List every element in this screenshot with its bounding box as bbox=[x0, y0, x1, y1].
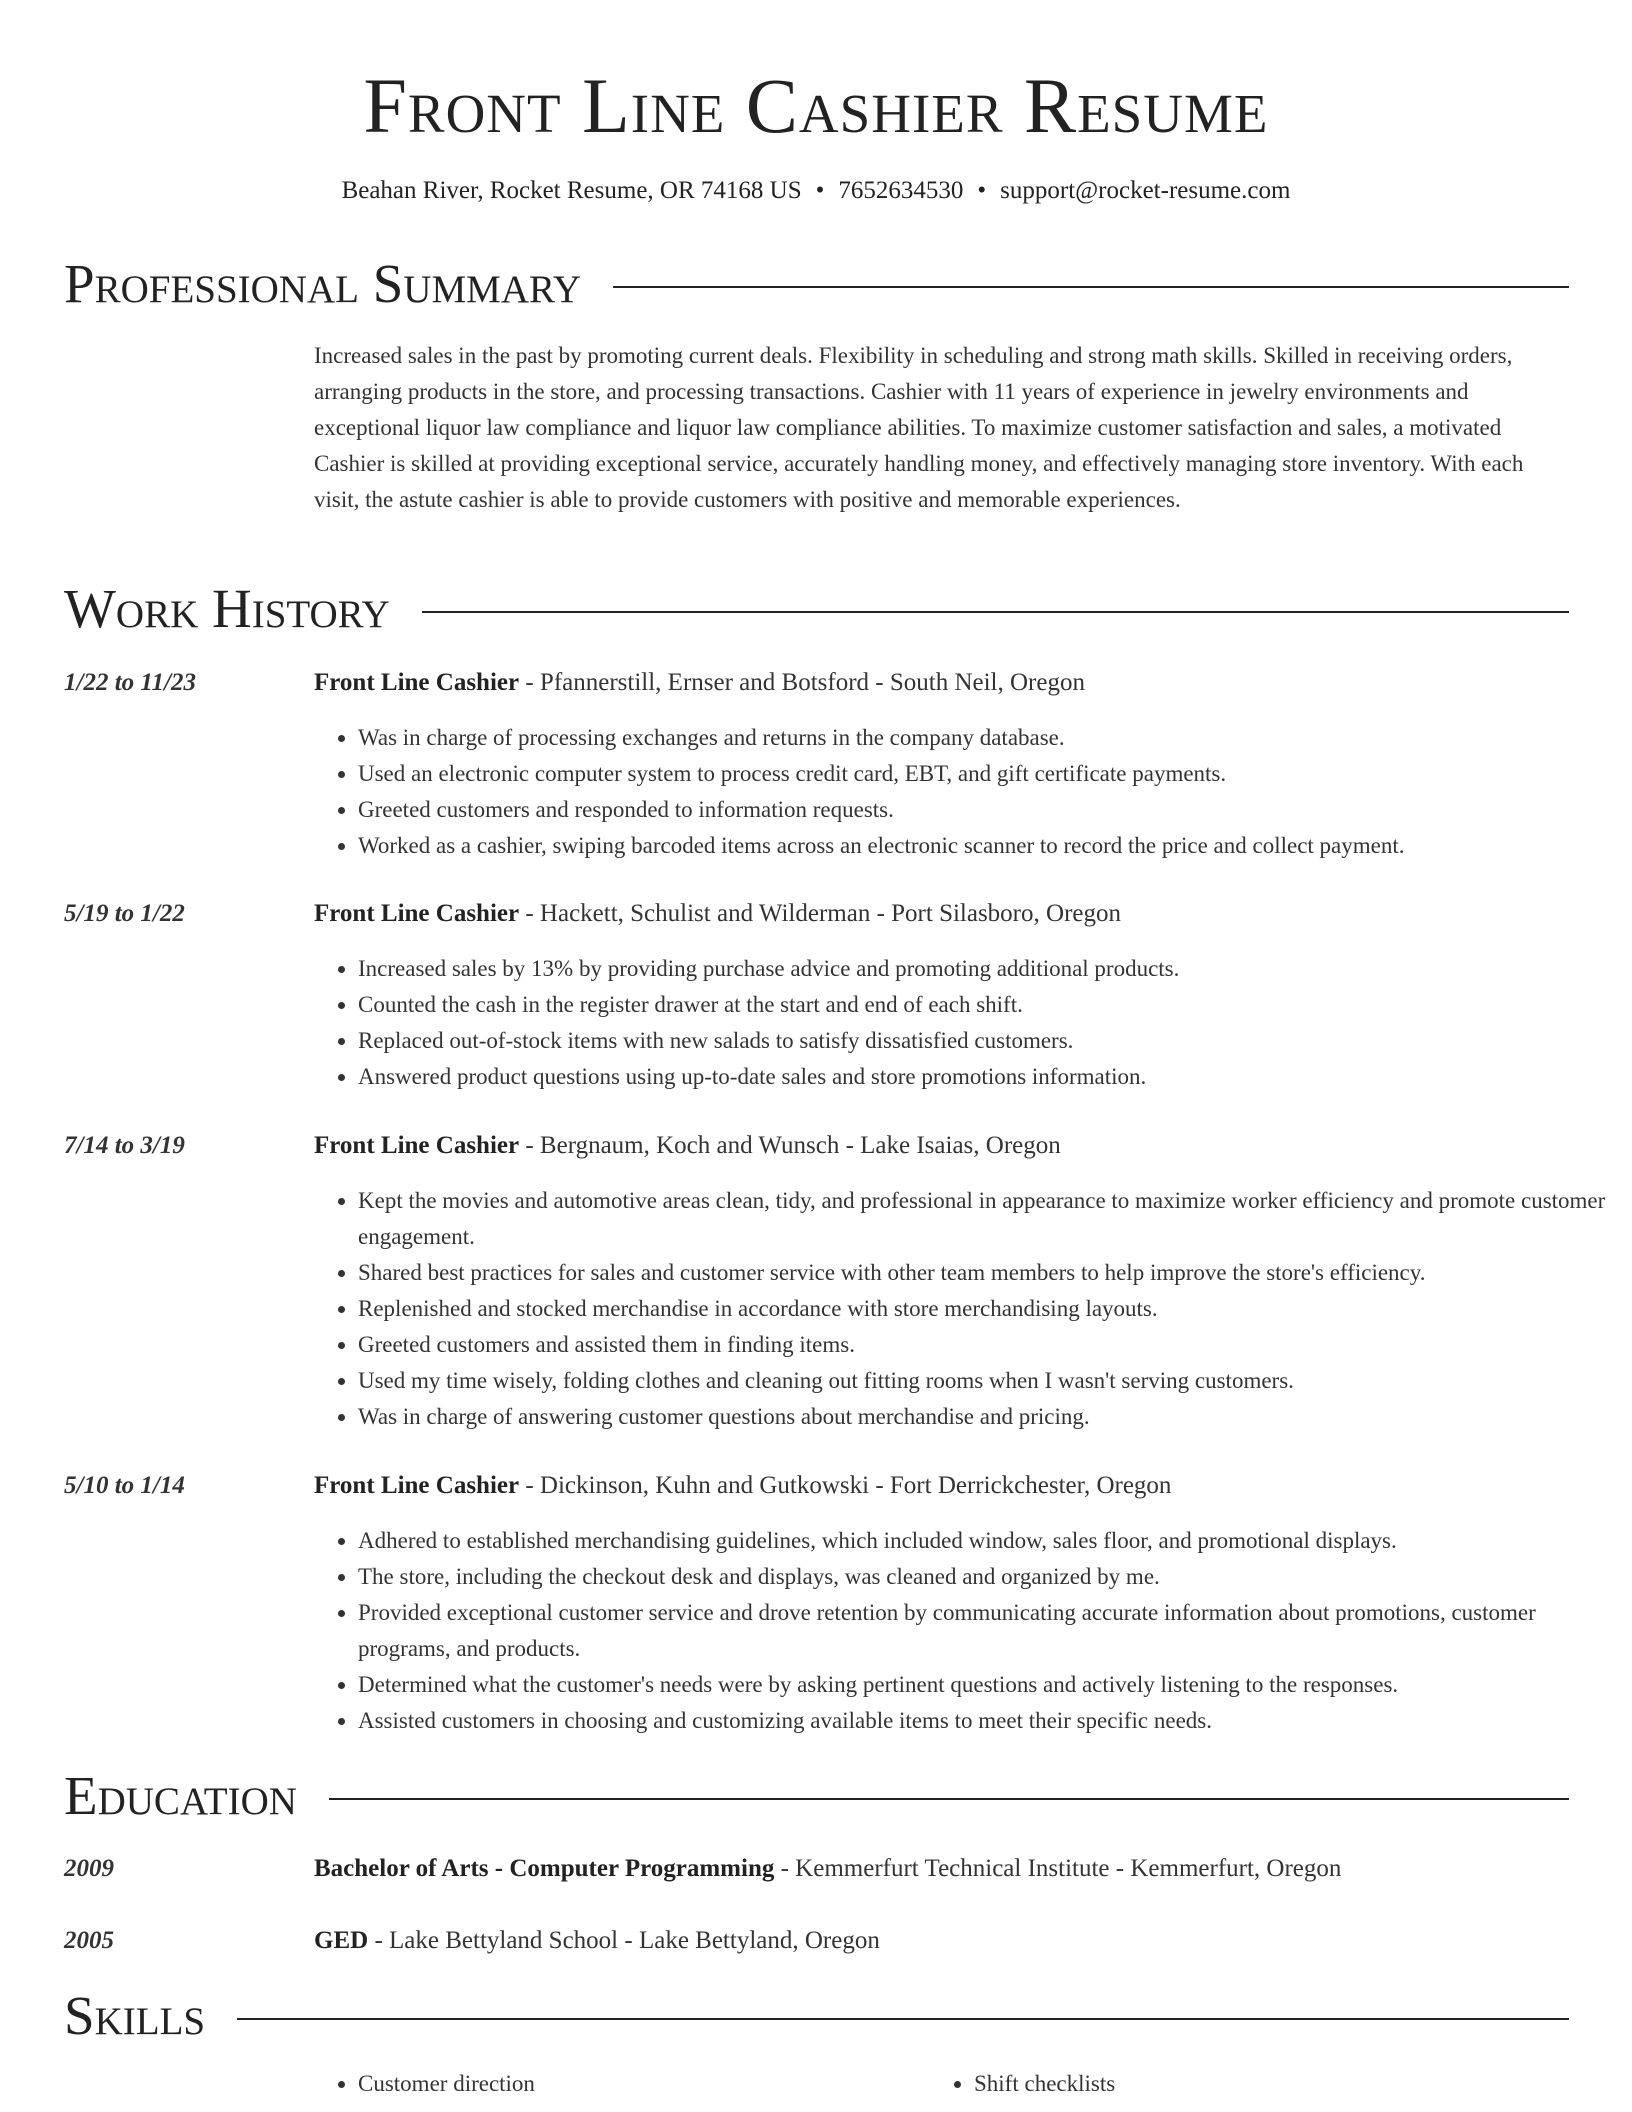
section-divider bbox=[237, 2018, 1569, 2020]
job-heading bbox=[314, 1469, 1570, 1503]
skills-list-left bbox=[314, 2066, 918, 2102]
education-entry bbox=[314, 1852, 1570, 1886]
list-item: • Worked as a cashier, swiping barcoded items across an electronic scanner to record the price and collect payment. bbox=[358, 828, 1614, 864]
section-header-education bbox=[64, 1764, 1569, 1828]
summary-text: Increased sales in the past by promoting current deals. Flexibility in scheduling and strong math skills. Skilled in receiving orders, arranging products in the store, and processing transactions. Cashier with 11 years of experience in jewelry environments and exceptional liquor law compliance and liquor law compliance abilities. To maximize customer satisfaction and sales, a motivated Cashier is skilled at providing exceptional service, accurately handling money, and effectively managing store inventory. With each visit, the astute cashier is able to provide customers with positive and memorable experiences. bbox=[314, 343, 1524, 512]
job-bullets bbox=[314, 951, 1614, 1095]
list-item: • Provided exceptional customer service and drove retention by communicating accurate information about promotions, customer programs, and products. bbox=[358, 1595, 1614, 1667]
job-bullets bbox=[314, 1183, 1614, 1435]
job-dates: 5/19 to 1/22 bbox=[64, 900, 185, 927]
list-item: • Was in charge of processing exchanges and returns in the company database. bbox=[358, 720, 1614, 756]
list-item: • Used an electronic computer system to process credit card, EBT, and gift certificate payments. bbox=[358, 756, 1614, 792]
list-item: • Determined what the customer's needs were by asking pertinent questions and actively listening to the responses. bbox=[358, 1667, 1614, 1703]
section-header-skills bbox=[64, 1984, 1569, 2048]
section-title: Education bbox=[64, 1765, 297, 1826]
section-divider bbox=[613, 286, 1569, 288]
job-bullets bbox=[314, 1523, 1614, 1739]
education-degree: GED bbox=[314, 1927, 369, 1954]
resume-title: Front Line Cashier Resume bbox=[363, 62, 1269, 149]
job-dates: 5/10 to 1/14 bbox=[64, 1472, 185, 1499]
job-heading bbox=[314, 666, 1570, 700]
list-item: • Used my time wisely, folding clothes and cleaning out fitting rooms when I wasn't serving customers. bbox=[358, 1363, 1614, 1399]
section-title: Work History bbox=[64, 578, 390, 639]
job-dates: 1/22 to 11/23 bbox=[64, 669, 196, 696]
job-employer: - Bergnaum, Koch and Wunsch - Lake Isaias, Oregon bbox=[519, 1132, 1061, 1159]
list-item: • The store, including the checkout desk and displays, was cleaned and organized by me. bbox=[358, 1559, 1614, 1595]
job-title: Front Line Cashier bbox=[314, 900, 520, 927]
list-item: • Counted the cash in the register drawer at the start and end of each shift. bbox=[358, 987, 1614, 1023]
job-dates: 7/14 to 3/19 bbox=[64, 1132, 185, 1159]
contact-line bbox=[0, 174, 1632, 208]
section-divider bbox=[329, 1798, 1569, 1800]
job-heading bbox=[314, 1129, 1570, 1163]
education-school: - Kemmerfurt Technical Institute - Kemmerfurt, Oregon bbox=[774, 1855, 1342, 1882]
skill-item: • Shift checklists bbox=[974, 2066, 1534, 2102]
job-employer: - Hackett, Schulist and Wilderman - Port Silasboro, Oregon bbox=[519, 900, 1121, 927]
section-title: Professional Summary bbox=[64, 253, 582, 314]
job-employer: - Pfannerstill, Ernser and Botsford - South Neil, Oregon bbox=[519, 669, 1085, 696]
education-degree: Bachelor of Arts - Computer Programming bbox=[314, 1855, 775, 1882]
skills-list-right bbox=[930, 2066, 1534, 2102]
education-year: 2005 bbox=[64, 1927, 114, 1954]
education-school: - Lake Bettyland School - Lake Bettyland, Oregon bbox=[368, 1927, 880, 1954]
job-title: Front Line Cashier bbox=[314, 1132, 520, 1159]
job-employer: - Dickinson, Kuhn and Gutkowski - Fort Derrickchester, Oregon bbox=[519, 1472, 1172, 1499]
job-bullets bbox=[314, 720, 1614, 864]
education-entry bbox=[314, 1924, 1570, 1958]
section-divider bbox=[422, 611, 1569, 613]
contact-email: support@rocket-resume.com bbox=[1000, 177, 1291, 204]
list-item: • Adhered to established merchandising guidelines, which included window, sales floor, and promotional displays. bbox=[358, 1523, 1614, 1559]
contact-separator: • bbox=[815, 177, 825, 204]
list-item: • Answered product questions using up-to-date sales and store promotions information. bbox=[358, 1059, 1614, 1095]
list-item: • Replenished and stocked merchandise in accordance with store merchandising layouts. bbox=[358, 1291, 1614, 1327]
list-item: • Shared best practices for sales and customer service with other team members to help improve the store's efficiency. bbox=[358, 1255, 1614, 1291]
list-item: • Replaced out-of-stock items with new salads to satisfy dissatisfied customers. bbox=[358, 1023, 1614, 1059]
list-item: • Greeted customers and assisted them in finding items. bbox=[358, 1327, 1614, 1363]
list-item: • Kept the movies and automotive areas clean, tidy, and professional in appearance to maximize worker efficiency and promote customer engagement. bbox=[358, 1183, 1614, 1255]
list-item: • Increased sales by 13% by providing purchase advice and promoting additional products. bbox=[358, 951, 1614, 987]
job-heading bbox=[314, 897, 1570, 931]
list-item: • Assisted customers in choosing and customizing available items to meet their specific needs. bbox=[358, 1703, 1614, 1739]
contact-phone: 7652634530 bbox=[838, 177, 964, 204]
section-header-summary bbox=[64, 252, 1569, 316]
job-title: Front Line Cashier bbox=[314, 669, 520, 696]
education-year: 2009 bbox=[64, 1855, 114, 1882]
section-header-work-history bbox=[64, 577, 1569, 641]
contact-address: Beahan River, Rocket Resume, OR 74168 US bbox=[341, 177, 802, 204]
list-item: • Greeted customers and responded to information requests. bbox=[358, 792, 1614, 828]
contact-separator: • bbox=[977, 177, 987, 204]
skill-item: • Customer direction bbox=[358, 2066, 918, 2102]
job-title: Front Line Cashier bbox=[314, 1472, 520, 1499]
list-item: • Was in charge of answering customer questions about merchandise and pricing. bbox=[358, 1399, 1614, 1435]
section-title: Skills bbox=[64, 1985, 206, 2046]
